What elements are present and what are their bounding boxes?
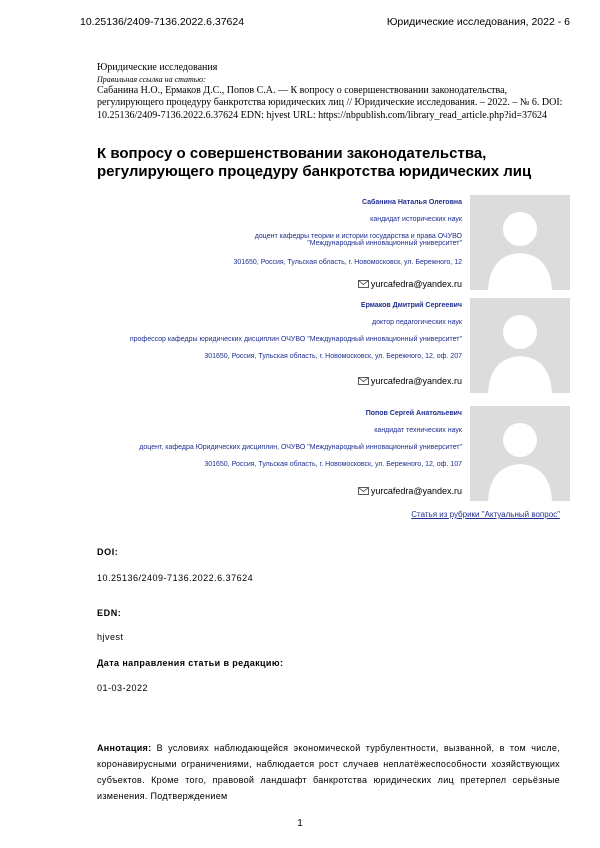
author-avatar [470, 406, 570, 501]
citation-text: Сабанина Н.О., Ермаков Д.С., Попов С.А. — К вопросу о совершенствовании законодательства, регулирующего процедуру банкротства юридических лиц // Юридические исследования. – 2022. – № 6. DOI: 10.25136/2409-7136.2022.6.37624 EDN: hjvest URL: https://nbpublish.com/library_read_article.php?id=37624 [97, 84, 563, 121]
author-name[interactable]: Ермаков Дмитрий Сергеевич [360, 302, 462, 309]
author-card [90, 298, 570, 398]
rubric-link[interactable]: Статья из рубрики "Актуальный вопрос" [411, 510, 560, 519]
citation-block [97, 62, 567, 122]
submission-date-value: 01-03-2022 [97, 683, 149, 693]
author-name[interactable]: Попов Сергей Анатольевич [365, 410, 462, 417]
author-email[interactable] [358, 486, 462, 496]
author-avatar [470, 298, 570, 393]
edn-value: hjvest [97, 632, 124, 642]
author-email-text[interactable]: yurcafedra@yandex.ru [370, 486, 462, 496]
citation-label: Правильная ссылка на статью: [97, 74, 206, 84]
author-address: 301650, Россия, Тульская область, г. Новомосковск, ул. Бережного, 12, оф. 107 [204, 461, 462, 468]
author-avatar [470, 195, 570, 290]
mail-icon [358, 377, 369, 385]
author-card [90, 406, 570, 506]
header-doi: 10.25136/2409-7136.2022.6.37624 [80, 16, 245, 28]
author-position: профессор кафедры юридических дисциплин ОЧУВО "Международный инновационный университет" [129, 336, 462, 343]
author-info [90, 195, 462, 266]
author-address: 301650, Россия, Тульская область, г. Новомосковск, ул. Бережного, 12, оф. 207 [204, 353, 462, 360]
submission-date-label: Дата направления статьи в редакцию: [97, 658, 284, 668]
author-card [90, 195, 570, 295]
doi-value: 10.25136/2409-7136.2022.6.37624 [97, 573, 254, 583]
author-position: доцент кафедры теории и истории государства и права ОЧУВО "Международный инновационный университет" [254, 233, 462, 247]
author-info [90, 298, 462, 360]
author-degree: доктор педагогических наук [372, 319, 462, 326]
edn-label: EDN: [97, 608, 122, 618]
page-number: 1 [297, 818, 303, 829]
author-email[interactable] [358, 279, 462, 289]
author-degree: кандидат технических наук [374, 427, 462, 434]
mail-icon [358, 487, 369, 495]
author-degree: кандидат исторических наук [370, 216, 462, 223]
author-address: 301650, Россия, Тульская область, г. Новомосковск, ул. Бережного, 12 [233, 259, 462, 266]
author-email-text[interactable]: yurcafedra@yandex.ru [370, 376, 462, 386]
author-info [90, 406, 462, 468]
mail-icon [358, 280, 369, 288]
author-name[interactable]: Сабанина Наталья Олеговна [361, 199, 462, 206]
person-silhouette-icon [470, 298, 570, 393]
person-silhouette-icon [470, 195, 570, 290]
author-email-text[interactable]: yurcafedra@yandex.ru [370, 279, 462, 289]
person-silhouette-icon [470, 406, 570, 501]
citation-journal: Юридические исследования [97, 62, 218, 73]
header-journal-issue: Юридические исследования, 2022 - 6 [386, 16, 570, 28]
abstract-text: В условиях наблюдающейся экономической турбулентности, вызванной, в том числе, коронавирусными ограничениями, наблюдается рост случаев неплатёжеспособности хозяйствующих субъектов. Кроме того, правовой ландшафт банкротства юридических лиц претерпел серьёзные изменения. Подтверждением [97, 743, 560, 801]
author-position: доцент, кафедра Юридических дисциплин, ОЧУВО "Международный инновационный университет" [139, 444, 462, 451]
author-email[interactable] [358, 376, 462, 386]
abstract [97, 740, 560, 804]
abstract-label: Аннотация: [97, 743, 157, 753]
running-header [80, 16, 570, 32]
doi-label: DOI: [97, 547, 119, 557]
article-title: К вопросу о совершенствовании законодательства, регулирующего процедуру банкротства юридических лиц [97, 145, 532, 180]
